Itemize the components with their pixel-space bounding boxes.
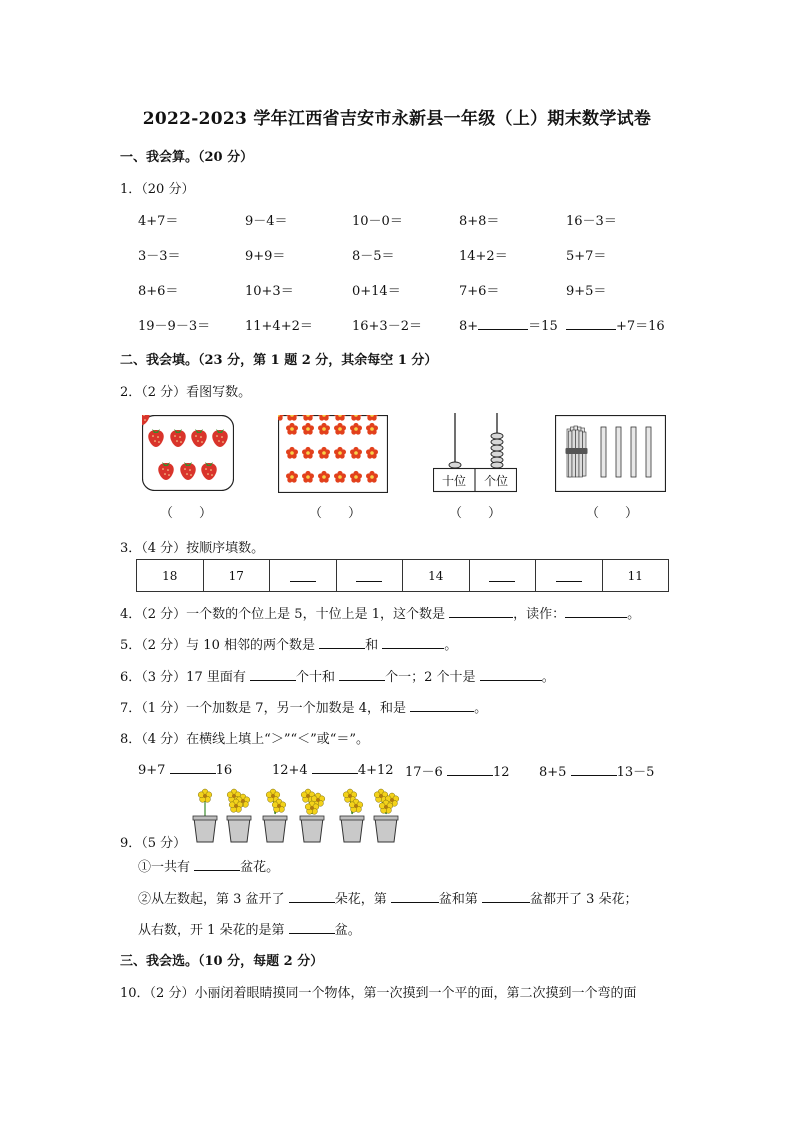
q6-text: 6．（3 分）17 里面有 [120,670,246,685]
q9-label: 9．（5 分） [120,836,187,851]
q9-text: 盆都开了 3 朵花； [530,892,638,907]
q2-label: 2．（2 分）看图写数。 [120,385,252,400]
q8-item [405,761,510,780]
q1-expr: 16－3＝ [566,214,617,229]
q8-item [539,761,654,780]
answer-paren[interactable]: （ ） [449,506,502,521]
answer-blank[interactable] [449,605,513,618]
answer-paren[interactable]: （ ） [160,506,213,521]
flower-pots-picture [188,784,412,844]
q1-expr-part: ＝15 [528,319,558,334]
section-3-heading: 三、我会选。（10 分，每题 2 分） [120,954,324,969]
stick-bundle-icon [566,426,588,477]
answer-blank[interactable] [290,569,316,582]
answer-blank[interactable] [391,890,439,903]
flowers-grid-picture [278,415,388,493]
section-1-heading: 一、我会算。（20 分） [120,150,254,165]
q1-expr: 9－4＝ [245,214,288,229]
answer-blank[interactable] [289,921,335,934]
q9-line-3 [138,919,361,938]
q9-text: 盆花。 [240,860,280,875]
flower-pot-2 [227,789,251,842]
q1-expr: 16+3－2＝ [352,319,422,334]
answer-blank[interactable] [565,605,627,618]
answer-blank[interactable] [170,761,216,774]
q1-expr: 7+6＝ [459,284,500,299]
sequence-cell: 14 [403,560,470,591]
q8-right: 4+12 [357,763,394,778]
q1-expr: 8－5＝ [352,249,395,264]
q8-right: 16 [215,763,233,778]
single-sticks-icon [601,427,651,477]
q7 [120,697,487,716]
q1-expr: 8+8＝ [459,214,500,229]
answer-blank[interactable] [410,699,474,712]
answer-blank[interactable] [382,636,444,649]
q8-left: 12+4 [272,763,308,778]
answer-blank[interactable] [319,636,365,649]
answer-paren[interactable]: （ ） [586,506,639,521]
q1-expr: 4+7＝ [138,214,179,229]
answer-blank[interactable] [356,569,382,582]
q1-expr: 8+6＝ [138,284,179,299]
q1-fill-expr-2 [566,315,665,334]
q10-text: 10．（2 分）小丽闭着眼睛摸同一个物体，第一次摸到一个平的面，第二次摸到一个弯的面 [120,986,637,1001]
section-2-heading: 二、我会填。（23 分，第 1 题 2 分，其余每空 1 分） [120,353,438,368]
q8-left: 17－6 [405,765,443,780]
q5 [120,634,457,653]
q6-text: 个一；2 个十是 [385,670,476,685]
flower-pot-5 [340,789,364,842]
q1-expr: 0+14＝ [352,284,401,299]
strawberries-picture [142,415,234,491]
answer-blank[interactable] [194,858,240,871]
q1-expr: 9+5＝ [566,284,607,299]
q8-left: 8+5 [539,765,567,780]
q1-expr: 19－9－3＝ [138,319,211,334]
q4-text: ，读作： [513,607,566,622]
sequence-cell-blank[interactable] [536,560,603,591]
answer-blank[interactable] [571,763,617,776]
answer-blank[interactable] [556,569,582,582]
q1-expr-part: +7＝16 [616,319,665,334]
tens-place-label: 十位 [441,474,466,488]
sticks-picture [555,415,666,492]
q1-expr: 9+9＝ [245,249,286,264]
q1-expr: 11+4+2＝ [245,319,313,334]
q9-text: 从右数，开 1 朵花的是第 [138,923,285,938]
answer-blank[interactable] [312,761,358,774]
answer-blank[interactable] [489,569,515,582]
sequence-cell: 11 [627,568,643,583]
q1-fill-expr-1 [459,315,558,334]
flower-pot-4 [300,789,325,842]
sequence-cell-blank[interactable] [470,560,537,591]
answer-blank[interactable] [289,890,335,903]
q1-expr: 10+3＝ [245,284,294,299]
flower-pot-1 [193,789,217,842]
q4 [120,603,640,622]
q1-expr: 3－3＝ [138,249,181,264]
sequence-cell-blank[interactable] [337,560,404,591]
sequence-cell: 18 [137,560,204,591]
page-title: 2022-2023 学年江西省吉安市永新县一年级（上）期末数学试卷 [142,109,652,129]
q8-right: 12 [492,765,510,780]
q9-text: ①一共有 [138,860,191,875]
answer-paren[interactable]: （ ） [309,506,362,521]
sequence-table [136,559,669,592]
q1-expr: 10－0＝ [352,214,403,229]
ones-place-label: 个位 [483,474,508,488]
q1-expr: 5+7＝ [566,249,607,264]
sequence-cell: 17 [204,560,271,591]
q8-left: 9+7 [138,763,166,778]
q7-text: 7．（1 分）一个加数是 7，另一个加数是 4，和是 [120,701,406,716]
q3-label: 3．（4 分）按顺序填数。 [120,541,265,556]
q7-text: 。 [474,701,488,716]
q5-text: 。 [444,638,458,653]
q9-text: 朵花，第 [334,892,387,907]
strawberry-icon [142,415,150,425]
q1-label: 1．（20 分） [120,182,195,197]
q1-expr: 14+2＝ [459,249,508,264]
q4-text: 4．（2 分）一个数的个位上是 5，十位上是 1，这个数是 [120,607,445,622]
q8-item [138,761,232,778]
q5-text: 5．（2 分）与 10 相邻的两个数是 [120,638,315,653]
q6-text: 。 [541,670,555,685]
answer-blank[interactable] [447,763,493,776]
q9-line-2 [138,888,638,907]
q6-text: 个十和 [296,670,336,685]
q6 [120,666,555,685]
answer-blank[interactable] [480,668,542,681]
q9-text: ②从左数起，第 3 盆开了 [138,892,285,907]
q5-text: 和 [365,638,379,653]
flower-icon [278,415,284,421]
q8-right: 13－5 [616,765,655,780]
answer-blank[interactable] [339,668,385,681]
q9-text: 盆和第 [438,892,478,907]
q8-item [272,761,394,778]
sequence-cell-blank[interactable] [270,560,337,591]
q9-text: 盆。 [334,923,361,938]
q9-line-1 [138,856,279,875]
answer-blank[interactable] [478,317,528,330]
q8-label: 8．（4 分）在横线上填上“＞”“＜”或“＝”。 [120,732,370,747]
answer-blank[interactable] [482,890,530,903]
flower-pot-6 [374,789,399,842]
abacus-picture [433,413,517,493]
q4-text: 。 [627,607,641,622]
flower-pot-3 [263,789,287,842]
answer-blank[interactable] [250,668,296,681]
answer-blank[interactable] [566,317,616,330]
q1-expr-part: 8+ [459,319,479,334]
